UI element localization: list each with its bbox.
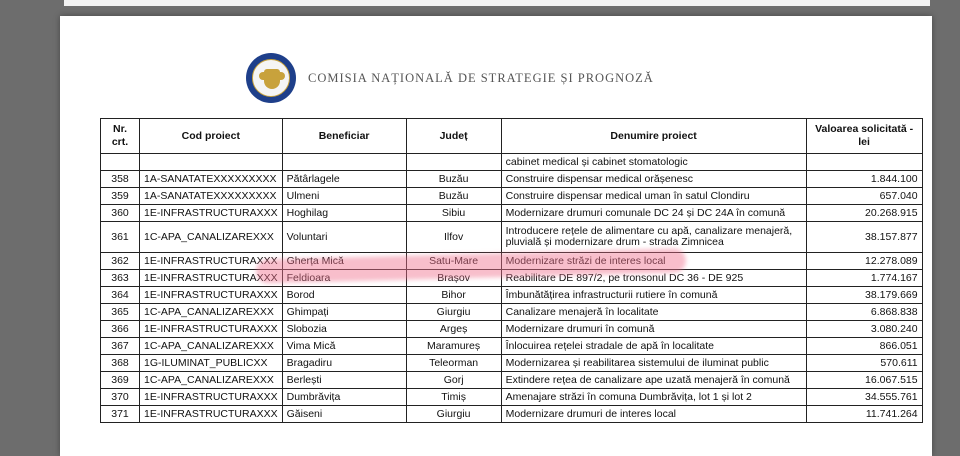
cell-valoare: 16.067.515 xyxy=(806,372,922,389)
cell-denumire: Modernizare drumuri în comună xyxy=(501,321,806,338)
table-row xyxy=(101,321,923,338)
cell-judet: Gorj xyxy=(406,372,501,389)
cell-beneficiar: Vima Mică xyxy=(282,338,406,355)
cell-cod: 1C-APA_CANALIZAREXXX xyxy=(140,222,283,253)
cell-nr: 361 xyxy=(101,222,140,253)
cell-judet: Teleorman xyxy=(406,355,501,372)
cell-nr: 364 xyxy=(101,287,140,304)
cell-valoare: 570.611 xyxy=(806,355,922,372)
table-row xyxy=(101,171,923,188)
cell-beneficiar: Găiseni xyxy=(282,406,406,423)
cell-judet: Bihor xyxy=(406,287,501,304)
cell-cod: 1E-INFRASTRUCTURAXXX xyxy=(140,270,283,287)
table-row xyxy=(101,304,923,321)
cell-judet: Giurgiu xyxy=(406,406,501,423)
government-seal-icon xyxy=(246,53,296,103)
cell-valoare: 3.080.240 xyxy=(806,321,922,338)
cell-cod: 1C-APA_CANALIZAREXXX xyxy=(140,372,283,389)
cell-beneficiar: Borod xyxy=(282,287,406,304)
table-row xyxy=(101,222,923,253)
cell-nr: 368 xyxy=(101,355,140,372)
cell-beneficiar: Feldioara xyxy=(282,270,406,287)
cell-valoare: 34.555.761 xyxy=(806,389,922,406)
cell-beneficiar: Ulmeni xyxy=(282,188,406,205)
cell-valoare: 6.868.838 xyxy=(806,304,922,321)
cell-judet: Buzău xyxy=(406,171,501,188)
cell-cod: 1A-SANATATEXXXXXXXXX xyxy=(140,171,283,188)
col-judet: Județ xyxy=(406,119,501,154)
continuation-row xyxy=(101,154,923,171)
table-row xyxy=(101,406,923,423)
cell-judet: Timiș xyxy=(406,389,501,406)
cell-denumire: Reabilitare DE 897/2, pe tronsonul DC 36 - DE 925 xyxy=(501,270,806,287)
table-row xyxy=(101,188,923,205)
cell-denumire: Îmbunătățirea infrastructurii rutiere în comună xyxy=(501,287,806,304)
cell-denumire: Construire dispensar medical uman în satul Clondiru xyxy=(501,188,806,205)
cell-judet: Brașov xyxy=(406,270,501,287)
cell-beneficiar: Gherța Mică xyxy=(282,253,406,270)
document-header xyxy=(246,52,654,104)
cell-nr: 359 xyxy=(101,188,140,205)
table-header-row xyxy=(101,119,923,154)
cell-beneficiar: Hoghilag xyxy=(282,205,406,222)
cell-judet: Maramureș xyxy=(406,338,501,355)
table-row xyxy=(101,372,923,389)
cell-denumire: Modernizarea și reabilitarea sistemului de iluminat public xyxy=(501,355,806,372)
cell-nr: 366 xyxy=(101,321,140,338)
cell-denumire: Modernizare drumuri comunale DC 24 și DC 24A în comună xyxy=(501,205,806,222)
cell-beneficiar: Pătârlagele xyxy=(282,171,406,188)
cell-denumire: Construire dispensar medical orășenesc xyxy=(501,171,806,188)
cell-cod: 1E-INFRASTRUCTURAXXX xyxy=(140,406,283,423)
cell-valoare: 866.051 xyxy=(806,338,922,355)
cell-denumire: Modernizare străzi de interes local xyxy=(501,253,806,270)
cell-valoare: 1.774.167 xyxy=(806,270,922,287)
table-row xyxy=(101,205,923,222)
cell-nr: 363 xyxy=(101,270,140,287)
col-cod: Cod proiect xyxy=(140,119,283,154)
cell-valoare: 38.157.877 xyxy=(806,222,922,253)
previous-page-edge xyxy=(64,0,930,6)
table-row xyxy=(101,389,923,406)
cell-judet: Ilfov xyxy=(406,222,501,253)
cell-denumire: Modernizare drumuri de interes local xyxy=(501,406,806,423)
col-valoare: Valoarea solicitată - lei xyxy=(806,119,922,154)
commission-title: COMISIA NAȚIONALĂ DE STRATEGIE ȘI PROGNOZĂ xyxy=(308,70,654,85)
cell-cod: 1E-INFRASTRUCTURAXXX xyxy=(140,205,283,222)
cell-valoare: 20.268.915 xyxy=(806,205,922,222)
cell-valoare: 11.741.264 xyxy=(806,406,922,423)
cell-beneficiar: Ghimpați xyxy=(282,304,406,321)
cell-nr: 360 xyxy=(101,205,140,222)
cell-cod: 1C-APA_CANALIZAREXXX xyxy=(140,338,283,355)
cell-denumire: Extindere rețea de canalizare ape uzată menajeră în comună xyxy=(501,372,806,389)
seal-inner xyxy=(252,59,290,97)
cell-valoare: 38.179.669 xyxy=(806,287,922,304)
cell-beneficiar: Dumbrăvița xyxy=(282,389,406,406)
col-denumire: Denumire proiect xyxy=(501,119,806,154)
cell-denumire: Introducere rețele de alimentare cu apă, canalizare menajeră, pluvială și modernizare drum - strada Zimnicea xyxy=(501,222,806,253)
cell-judet: Satu-Mare xyxy=(406,253,501,270)
cell-judet: Giurgiu xyxy=(406,304,501,321)
cell-cod: 1E-INFRASTRUCTURAXXX xyxy=(140,321,283,338)
cell-cod: 1E-INFRASTRUCTURAXXX xyxy=(140,287,283,304)
cell-denumire: Înlocuirea rețelei stradale de apă în localitate xyxy=(501,338,806,355)
cell-valoare: 1.844.100 xyxy=(806,171,922,188)
cell-beneficiar: Slobozia xyxy=(282,321,406,338)
col-beneficiar: Beneficiar xyxy=(282,119,406,154)
cell-denumire: Canalizare menajeră în localitate xyxy=(501,304,806,321)
document-page xyxy=(60,16,932,456)
cell-nr: 371 xyxy=(101,406,140,423)
cell-cod: 1G-ILUMINAT_PUBLICXX xyxy=(140,355,283,372)
cell-cod: 1C-APA_CANALIZAREXXX xyxy=(140,304,283,321)
cell-valoare: 12.278.089 xyxy=(806,253,922,270)
cell-cod: 1E-INFRASTRUCTURAXXX xyxy=(140,253,283,270)
cell-cod: 1A-SANATATEXXXXXXXXX xyxy=(140,188,283,205)
cell-cod: 1E-INFRASTRUCTURAXXX xyxy=(140,389,283,406)
table-row xyxy=(101,355,923,372)
cell-nr: 358 xyxy=(101,171,140,188)
cell-beneficiar: Berlești xyxy=(282,372,406,389)
cell-nr: 365 xyxy=(101,304,140,321)
cell-nr: 370 xyxy=(101,389,140,406)
col-nr: Nr. crt. xyxy=(101,119,140,154)
cell-nr: 367 xyxy=(101,338,140,355)
eagle-icon xyxy=(264,69,280,89)
cell-judet: Sibiu xyxy=(406,205,501,222)
cell-nr: 369 xyxy=(101,372,140,389)
cell-judet: Buzău xyxy=(406,188,501,205)
continuation-text: cabinet medical și cabinet stomatologic xyxy=(501,154,806,171)
cell-beneficiar: Bragadiru xyxy=(282,355,406,372)
cell-judet: Argeș xyxy=(406,321,501,338)
cell-nr: 362 xyxy=(101,253,140,270)
table-row xyxy=(101,338,923,355)
cell-beneficiar: Voluntari xyxy=(282,222,406,253)
cell-valoare: 657.040 xyxy=(806,188,922,205)
table-row xyxy=(101,287,923,304)
cell-denumire: Amenajare străzi în comuna Dumbrăvița, lot 1 și lot 2 xyxy=(501,389,806,406)
